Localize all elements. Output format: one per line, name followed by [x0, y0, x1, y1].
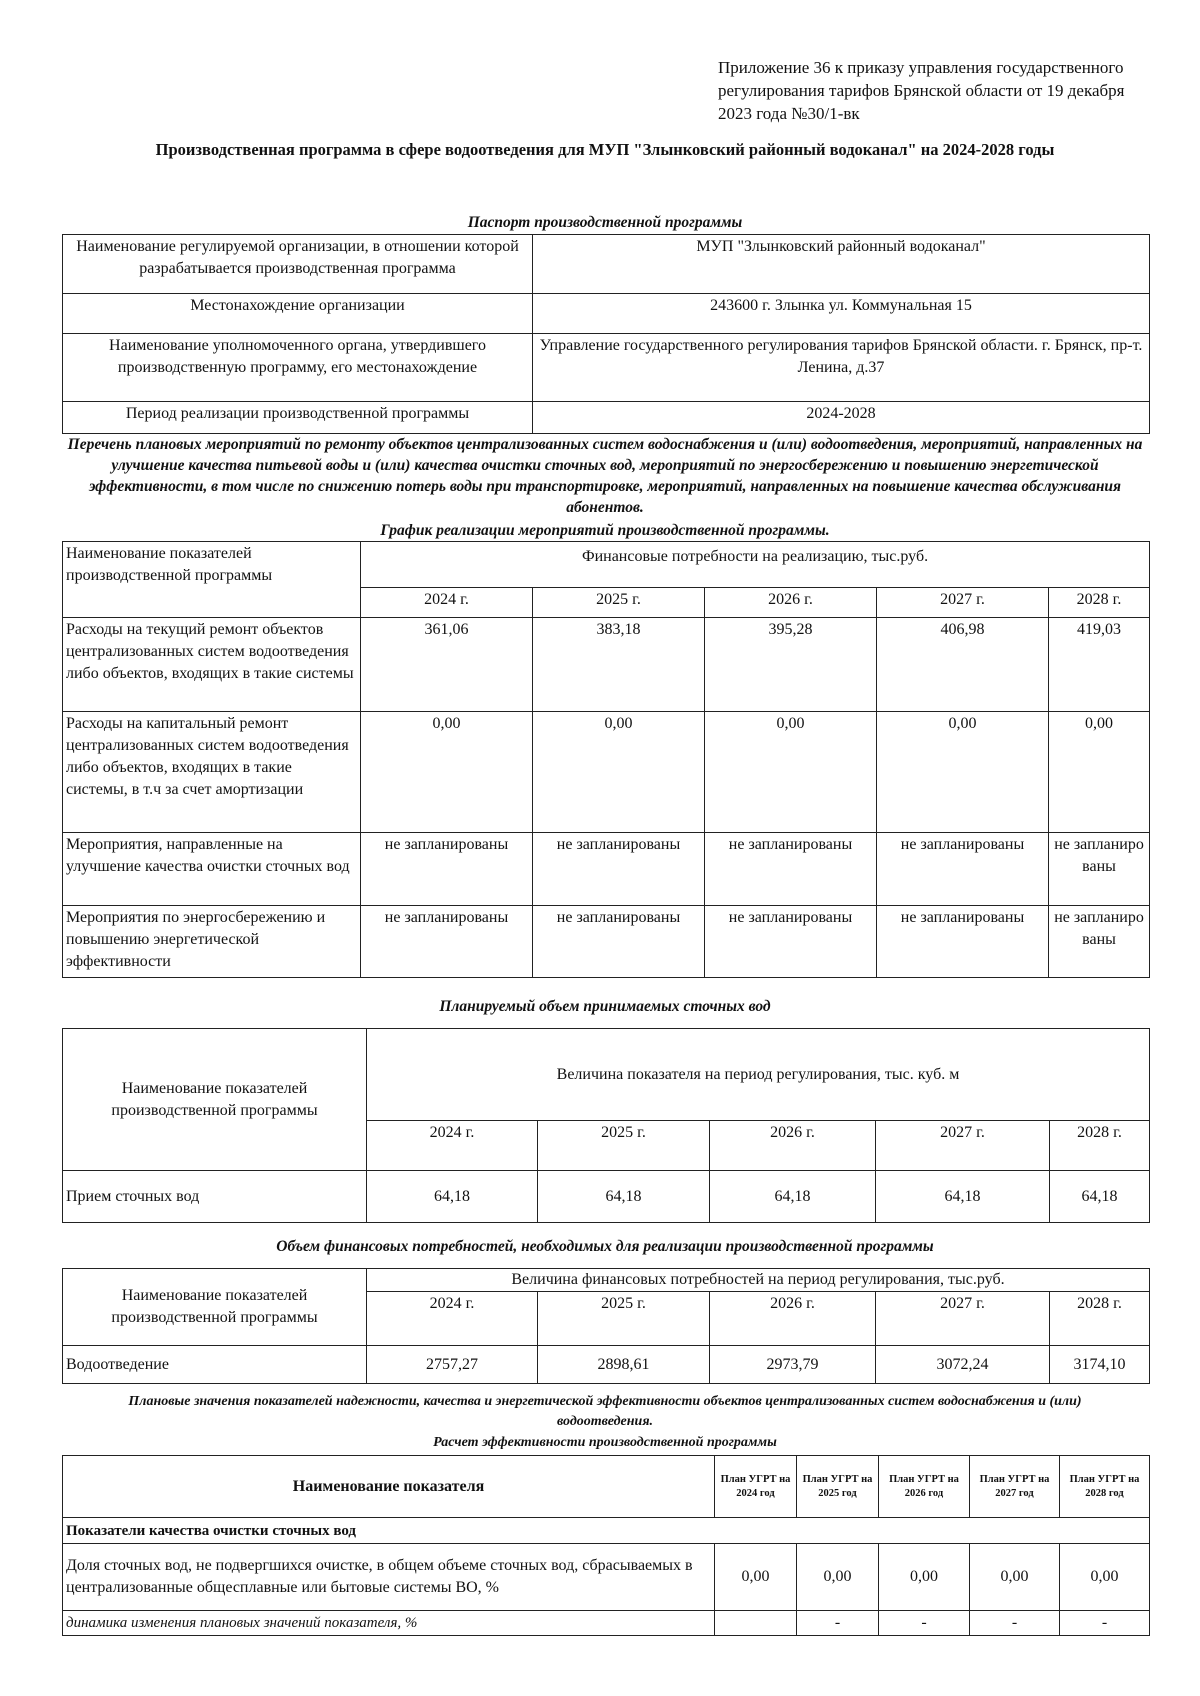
passport-row [63, 402, 1150, 434]
cell-value: 2898,61 [538, 1346, 710, 1384]
reliability-table [62, 1455, 1150, 1636]
passport-value: 2024-2028 [533, 402, 1150, 434]
table-row [63, 906, 1150, 978]
measures-table [62, 541, 1150, 978]
cell-value: 361,06 [361, 618, 533, 712]
volume-table [62, 1028, 1150, 1223]
measures-heading: Перечень плановых мероприятий по ремонту объектов централизованных систем водоснабжения и (или) водоотведения, мероприятий, направленных на улучшение качества питьевой воды и (или) качества очистки сточных вод, мероприятий по энергосбережению и повышению энергетической эффективности, в том числе по снижению потерь воды при транспортировке, мероприятий, направленных на повышение качества обслуживания абонентов. [67, 436, 1143, 516]
year-header: 2027 г. [876, 1292, 1050, 1346]
cell-value: 406,98 [877, 618, 1049, 712]
row-label: Доля сточных вод, не подвергшихся очистке, в общем объеме сточных вод, сбрасываемых в централизованные общесплавные или бытовые системы ВО, % [63, 1544, 715, 1611]
cell-value: 0,00 [1060, 1544, 1150, 1611]
year-header: 2026 г. [705, 588, 877, 618]
finance-group-label: Величина финансовых потребностей на период регулирования, тыс.руб. [367, 1269, 1150, 1292]
year-header: 2024 г. [361, 588, 533, 618]
cell-value: 64,18 [367, 1171, 538, 1223]
cell-value: - [1060, 1611, 1150, 1636]
cell-value: 0,00 [879, 1544, 970, 1611]
passport-value: МУП "Злынковский районный водоканал" [533, 235, 1150, 294]
cell-value: 0,00 [1049, 712, 1150, 833]
year-header: 2024 г. [367, 1121, 538, 1171]
table-row [63, 618, 1150, 712]
cell-value: 3174,10 [1050, 1346, 1150, 1384]
plan-header: План УГРТ на 2024 год [715, 1456, 797, 1518]
cell-value: 64,18 [710, 1171, 876, 1223]
finance-table [62, 1268, 1150, 1384]
cell-value: 2973,79 [710, 1346, 876, 1384]
cell-value: не запланированы [533, 833, 705, 906]
cell-value: 0,00 [705, 712, 877, 833]
passport-label: Наименование регулируемой организации, в отношении которой разрабатывается производственная программа [63, 235, 533, 294]
header-note: Приложение 36 к приказу управления государственного регулирования тарифов Брянской области от 19 декабря 2023 года №30/1-вк [718, 58, 1125, 123]
year-header: 2025 г. [538, 1292, 710, 1346]
finance-heading: Объем финансовых потребностей, необходимых для реализации производственной программы [276, 1238, 934, 1255]
reliability-col-label: Наименование показателя [63, 1456, 715, 1518]
finance-col-label: Наименование показателей производственной программы [63, 1269, 367, 1346]
cell-value: 0,00 [797, 1544, 879, 1611]
document-title: Производственная программа в сфере водоотведения для МУП "Злынковский районный водоканал" на 2024-2028 годы [155, 140, 1055, 159]
passport-title: Паспорт производственной программы [467, 214, 743, 231]
table-row [63, 712, 1150, 833]
passport-value: Управление государственного регулирования тарифов Брянской области. г. Брянск, пр-т. Ленина, д.37 [533, 334, 1150, 402]
cell-value: 64,18 [876, 1171, 1050, 1223]
row-label: Расходы на текущий ремонт объектов централизованных систем водоотведения либо объектов, входящих в такие системы [63, 618, 361, 712]
table-row [63, 1171, 1150, 1223]
table-row [63, 1346, 1150, 1384]
year-header: 2028 г. [1049, 588, 1150, 618]
year-header: 2027 г. [876, 1121, 1050, 1171]
cell-value: 419,03 [1049, 618, 1150, 712]
table-row [63, 1611, 1150, 1636]
year-header: 2027 г. [877, 588, 1049, 618]
cell-value: 2757,27 [367, 1346, 538, 1384]
measures-group-label: Финансовые потребности на реализацию, тыс.руб. [361, 542, 1150, 588]
volume-heading: Планируемый объем принимаемых сточных вод [439, 998, 771, 1015]
passport-value: 243600 г. Злынка ул. Коммунальная 15 [533, 294, 1150, 334]
year-header: 2028 г. [1050, 1292, 1150, 1346]
year-header: 2026 г. [710, 1121, 876, 1171]
plan-header: План УГРТ на 2025 год [797, 1456, 879, 1518]
cell-value: 0,00 [715, 1544, 797, 1611]
reliability-subheading: Расчет эффективности производственной программы [433, 1435, 777, 1450]
group-row [63, 1518, 1150, 1544]
year-header: 2026 г. [710, 1292, 876, 1346]
cell-value: - [797, 1611, 879, 1636]
cell-value: не запланиро ваны [1049, 906, 1150, 978]
row-label: Мероприятия, направленные на улучшение качества очистки сточных вод [63, 833, 361, 906]
cell-value: - [970, 1611, 1060, 1636]
group-row-label: Показатели качества очистки сточных вод [63, 1518, 1150, 1544]
cell-value: не запланированы [705, 906, 877, 978]
row-label: Мероприятия по энергосбережению и повышению энергетической эффективности [63, 906, 361, 978]
passport-row [63, 294, 1150, 334]
measures-col-label: Наименование показателей производственной программы [63, 542, 361, 618]
cell-value: - [879, 1611, 970, 1636]
plan-header: План УГРТ на 2026 год [879, 1456, 970, 1518]
volume-group-label: Величина показателя на период регулирования, тыс. куб. м [367, 1029, 1150, 1121]
cell-value: не запланиро ваны [1049, 833, 1150, 906]
cell-value: 0,00 [877, 712, 1049, 833]
table-row [63, 1544, 1150, 1611]
cell-value: 0,00 [970, 1544, 1060, 1611]
cell-value: не запланированы [877, 906, 1049, 978]
cell-value: не запланированы [705, 833, 877, 906]
volume-col-label: Наименование показателей производственной программы [63, 1029, 367, 1171]
year-header: 2028 г. [1050, 1121, 1150, 1171]
plan-header: План УГРТ на 2027 год [970, 1456, 1060, 1518]
passport-label: Наименование уполномоченного органа, утвердившего производственную программу, его местонахождение [63, 334, 533, 402]
reliability-heading: Плановые значения показателей надежности, качества и энергетической эффективности объектов централизованных систем водоснабжения и (или) водоотведения. [128, 1394, 1082, 1429]
year-header: 2025 г. [538, 1121, 710, 1171]
passport-table [62, 234, 1150, 434]
plan-header: План УГРТ на 2028 год [1060, 1456, 1150, 1518]
measures-subheading: График реализации мероприятий производственной программы. [380, 522, 830, 539]
cell-value: не запланированы [361, 833, 533, 906]
cell-value [715, 1611, 797, 1636]
row-label: Расходы на капитальный ремонт централизованных систем водоотведения либо объектов, входящих в такие системы, в т.ч за счет амортизации [63, 712, 361, 833]
cell-value: 64,18 [538, 1171, 710, 1223]
year-header: 2025 г. [533, 588, 705, 618]
cell-value: 0,00 [361, 712, 533, 833]
cell-value: не запланированы [361, 906, 533, 978]
passport-row [63, 235, 1150, 294]
row-label: Водоотведение [63, 1346, 367, 1384]
cell-value: 395,28 [705, 618, 877, 712]
cell-value: 64,18 [1050, 1171, 1150, 1223]
row-label: Прием сточных вод [63, 1171, 367, 1223]
row-label: динамика изменения плановых значений показателя, % [63, 1611, 715, 1636]
passport-label: Местонахождение организации [63, 294, 533, 334]
cell-value: не запланированы [877, 833, 1049, 906]
cell-value: 3072,24 [876, 1346, 1050, 1384]
cell-value: 383,18 [533, 618, 705, 712]
table-row [63, 833, 1150, 906]
passport-label: Период реализации производственной программы [63, 402, 533, 434]
cell-value: 0,00 [533, 712, 705, 833]
passport-row [63, 334, 1150, 402]
year-header: 2024 г. [367, 1292, 538, 1346]
cell-value: не запланированы [533, 906, 705, 978]
